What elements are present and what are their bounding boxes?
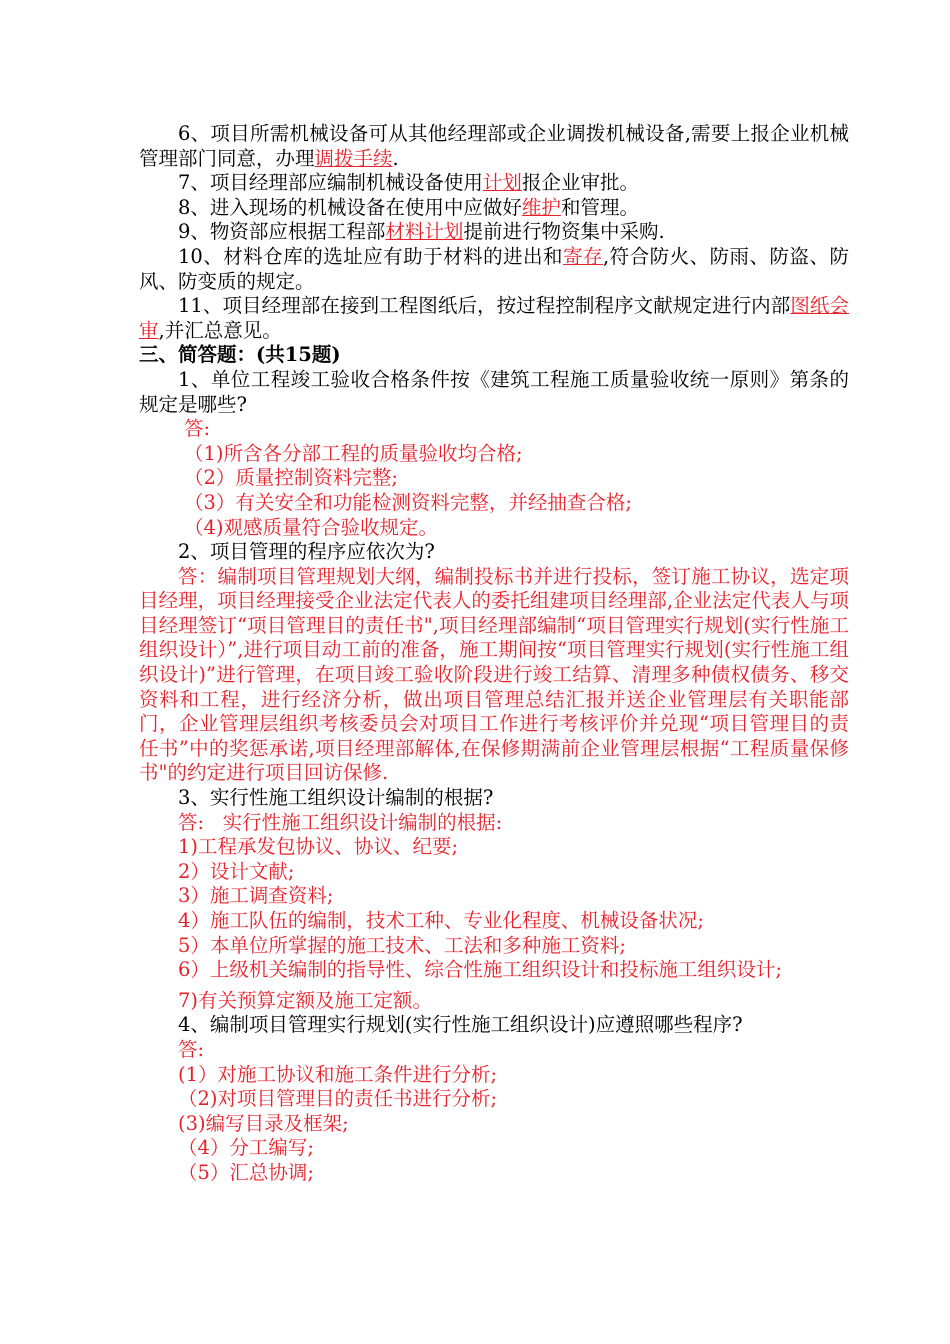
fill-item-answer: 维护 (521, 195, 561, 219)
question-4: 4、编制项目管理实行规划(实行性施工组织设计)应遵照哪些程序? (178, 1013, 743, 1037)
answer-item: （3）有关安全和功能检测资料完整，并经抽查合格; (184, 490, 632, 514)
answer-label: 答: (178, 1037, 205, 1061)
answer-item: （5）汇总协调; (178, 1160, 314, 1184)
answer-label: 答: 实行性施工组织设计编制的根据: (178, 810, 503, 834)
fill-item-text: ,符合防火、防雨、防盗、防风、防变质的规定。 (139, 244, 849, 293)
fill-item-answer: 材料计划 (385, 220, 464, 244)
fill-item-text: 9、物资部应根据工程部 (178, 220, 386, 244)
fill-item-text: 8、进入现场的机械设备在使用中应做好 (178, 195, 522, 219)
document-body (139, 122, 849, 1186)
answer-item: 4）施工队伍的编制，技术工种、专业化程度、机械设备状况; (178, 909, 704, 932)
answer-item: (3)编写目录及框架; (178, 1111, 349, 1135)
question-2: 2、项目管理的程序应依次为? (178, 540, 435, 564)
fill-item-text: 10、材料仓库的选址应有助于材料的进出和 (178, 244, 563, 268)
section-heading: 三、简答题：(共15题) (139, 343, 341, 367)
fill-item-9 (139, 220, 849, 245)
fill-item-answer: 计划 (482, 171, 522, 195)
question-1: 1、单位工程竣工验收合格条件按《建筑工程施工质量验收统一原则》第条的规定是哪些? (139, 367, 849, 416)
answer-item: (1）对施工协议和施工条件进行分析; (178, 1062, 498, 1086)
answer-item: 6）上级机关编制的指导性、综合性施工组织设计和投标施工组织设计; (178, 958, 782, 982)
answer-paragraph: 答：编制项目管理规划大纲，编制投标书并进行投标，签订施工协议，选定项目经理，项目经理接受企业法定代表人的委托组建项目经理部,企业法定代表人与项目经理签订“项目管理目的责任书",项目经理部编制“项目管理实行规划(实行性施工组织设计）”,进行项目动工前的准备，施工期间按“项目管理实行规划(实行性施工组织设计)”进行管理，在项目竣工验收阶段进行竣工结算、清理多种债权债务、移交资料和工程，进行经济分析，做出项目管理总结汇报并送企业管理层有关职能部门，企业管理层组织考核委员会对项目工作进行考核评价并兑现“项目管理目的责任书”中的奖惩承诺,项目经理部解体,在保修期满前企业管理层根据“工程质量保修书"的约定进行项目回访保修. (139, 564, 849, 785)
fill-item-text: 报企业审批。 (521, 171, 639, 195)
fill-item-11 (139, 294, 849, 343)
fill-item-10 (139, 245, 849, 294)
answer-item: （2）质量控制资料完整; (184, 466, 398, 490)
fill-item-answer: 图纸会审 (139, 294, 849, 342)
fill-item-answer: 调拨手续 (314, 146, 393, 170)
answer-item: （2)对项目管理目的责任书进行分析; (178, 1087, 498, 1111)
answer-label: 答: (184, 417, 211, 441)
fill-item-text: 11、项目经理部在接到工程图纸后，按过程控制程序文献规定进行内部 (178, 294, 791, 318)
fill-item-text: . (392, 146, 399, 170)
fill-item-answer: 寄存 (563, 244, 603, 268)
fill-item-text: 提前进行物资集中采购. (463, 220, 665, 244)
fill-item-text: ,并汇总意见。 (158, 318, 282, 342)
fill-item-6 (139, 122, 849, 171)
answer-item: 3）施工调查资料; (178, 884, 334, 908)
answer-item: （1)所含各分部工程的质量验收均合格; (184, 441, 523, 465)
answer-item: 1)工程承发包协议、协议、纪要; (178, 835, 459, 859)
fill-item-7 (139, 171, 849, 196)
question-3: 3、实行性施工组织设计编制的根据? (178, 786, 494, 810)
answer-item: （4)观感质量符合验收规定。 (184, 515, 439, 539)
answer-item: 5）本单位所掌握的施工技术、工法和多种施工资料; (178, 933, 626, 957)
fill-item-text: 7、项目经理部应编制机械设备使用 (178, 171, 483, 195)
answer-item: 2）设计文献; (178, 859, 295, 883)
answer-item: （4）分工编写; (178, 1136, 314, 1160)
fill-item-text: 6、项目所需机械设备可从其他经理部或企业调拨机械设备,需要上报企业机械管理部门同意，办理 (139, 122, 849, 170)
fill-item-text: 和管理。 (560, 195, 639, 219)
fill-item-8 (139, 196, 849, 221)
answer-item: 7)有关预算定额及施工定额。 (178, 988, 433, 1012)
